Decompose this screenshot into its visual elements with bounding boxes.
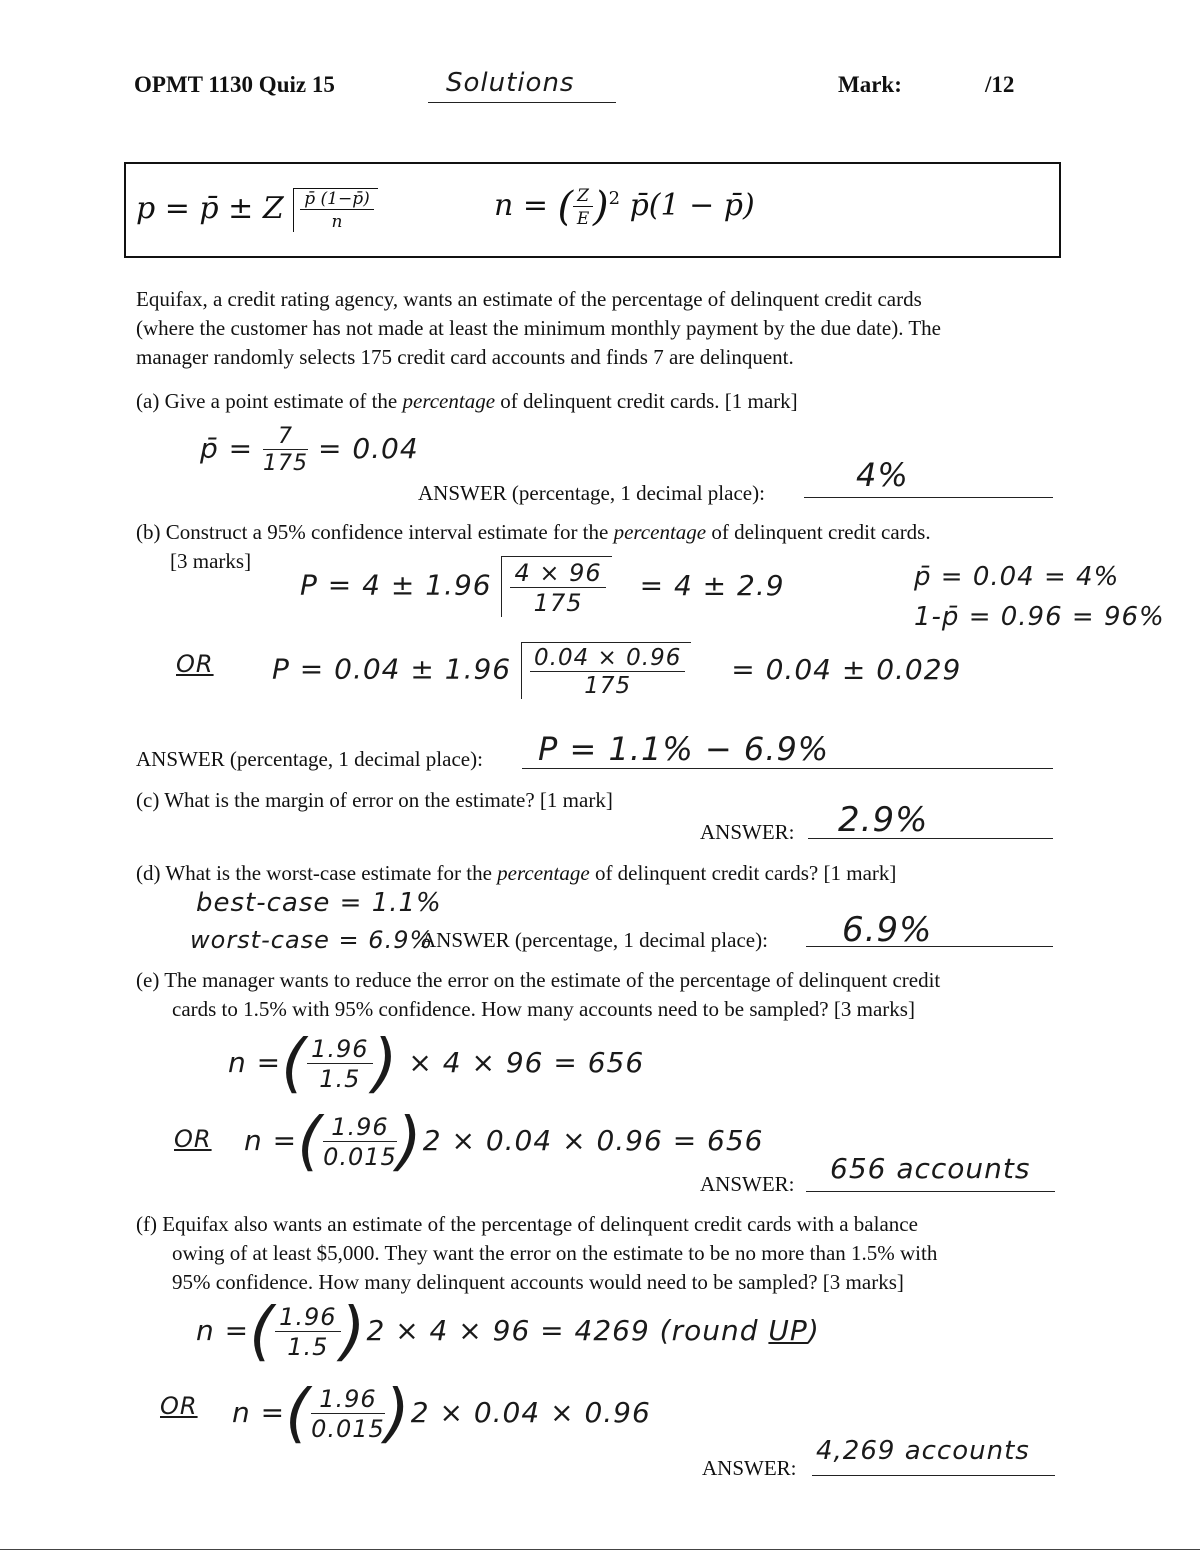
question-b-emphasis: percentage <box>613 520 707 544</box>
f-work-2-fraction <box>311 1385 385 1443</box>
b-side-note-1: p̄ = 0.04 = 4% <box>914 562 1120 592</box>
e-work-2-lhs: n = <box>244 1124 298 1157</box>
ci-formula-numerator: p̄ (1−p̄) <box>300 189 374 210</box>
f-work-2 <box>232 1377 651 1451</box>
e-work-2-rhs: 2 × 0.04 × 0.96 = 656 <box>422 1124 764 1157</box>
f-work-1-up: UP <box>768 1314 808 1347</box>
question-d-text-pre: What is the worst-case estimate for the <box>165 861 498 885</box>
e-work-2-numerator: 1.96 <box>323 1113 397 1142</box>
e-work-1-fraction <box>307 1035 372 1093</box>
e-work-2-fraction <box>323 1113 397 1171</box>
answer-d-label: ANSWER (percentage, 1 decimal place): <box>421 928 768 952</box>
question-a-text-pre: Give a point estimate of the <box>164 389 403 413</box>
ss-formula-lhs: n = <box>494 188 548 223</box>
e-work-1-close-paren: ) <box>372 1027 399 1101</box>
answer-f-value: 4,269 accounts <box>816 1436 1030 1466</box>
answer-d-value: 6.9% <box>842 910 933 950</box>
e-work-2-open-paren: ( <box>297 1105 324 1179</box>
e-work-1-lhs: n = <box>228 1046 282 1079</box>
b-work-1-lhs: P = 4 ± 1.96 <box>300 568 492 602</box>
ss-formula-rhs: p̄(1 − p̄) <box>629 188 755 223</box>
f-work-2-numerator: 1.96 <box>311 1385 385 1414</box>
question-e-label: (e) <box>136 968 160 992</box>
mark-total: /12 <box>985 72 1015 97</box>
question-c-label: (c) <box>136 788 160 812</box>
intro-line-3: manager randomly selects 175 credit card accounts and finds 7 are delinquent. <box>136 345 794 369</box>
e-work-1-rhs: × 4 × 96 = 656 <box>408 1046 645 1079</box>
b-work-2 <box>272 642 961 699</box>
question-b <box>136 520 931 545</box>
ci-formula-denominator: n <box>331 212 343 232</box>
b-work-2-root <box>521 642 691 699</box>
f-work-1-open-paren: ( <box>249 1295 276 1369</box>
ci-formula <box>136 188 378 232</box>
ci-formula-z: Z <box>262 191 284 226</box>
a-work-lhs: p̄ = <box>200 432 254 465</box>
question-d <box>136 861 896 886</box>
question-d-text-post: of delinquent credit cards? [1 mark] <box>589 861 897 885</box>
question-f-line-2: owing of at least $5,000. They want the error on the estimate to be no more than 1.5% with <box>172 1241 938 1265</box>
question-b-marks: [3 marks] <box>170 549 252 573</box>
intro-line-1: Equifax, a credit rating agency, wants an estimate of the percentage of delinquent credit cards <box>136 287 922 311</box>
answer-a-value: 4% <box>856 456 909 494</box>
f-work-1-numerator: 1.96 <box>275 1303 340 1332</box>
d-best-case: best-case = 1.1% <box>196 888 442 918</box>
f-work-2-lhs: n = <box>232 1396 286 1429</box>
b-work-2-lhs: P = 0.04 ± 1.96 <box>272 652 512 686</box>
question-f-line-1: Equifax also wants an estimate of the percentage of delinquent credit cards with a balance <box>162 1212 918 1236</box>
e-work-2-denominator: 0.015 <box>323 1143 397 1171</box>
question-a-label: (a) <box>136 389 160 413</box>
b-work-1-root <box>501 556 611 617</box>
b-work-1-numerator: 4 × 96 <box>510 559 605 588</box>
f-work-1-close: ) <box>807 1314 820 1347</box>
e-work-1-numerator: 1.96 <box>307 1035 372 1064</box>
question-f-line-3: 95% confidence. How many delinquent accounts would need to be sampled? [3 marks] <box>172 1270 904 1294</box>
ss-open-paren: ( <box>557 184 574 230</box>
b-work-2-fraction <box>530 645 685 699</box>
b-work-1-fraction <box>510 559 605 617</box>
f-work-2-rhs: 2 × 0.04 × 0.96 <box>410 1396 651 1429</box>
e-or: OR <box>174 1125 212 1153</box>
answer-f-line <box>812 1475 1055 1476</box>
e-work-1 <box>228 1027 645 1101</box>
question-a <box>136 389 798 414</box>
f-work-1-fraction <box>275 1303 340 1361</box>
answer-c-label: ANSWER: <box>700 820 795 844</box>
a-work-fraction <box>263 424 308 476</box>
f-or: OR <box>160 1392 198 1420</box>
answer-a-line <box>804 497 1053 498</box>
formula-box <box>124 162 1061 258</box>
f-work-1-denominator: 1.5 <box>287 1333 329 1361</box>
a-work <box>200 424 419 476</box>
question-e-line-1: The manager wants to reduce the error on the estimate of the percentage of delinquent credit <box>164 968 941 992</box>
b-work-1 <box>300 556 785 617</box>
question-a-text-post: of delinquent credit cards. [1 mark] <box>495 389 798 413</box>
question-f-label: (f) <box>136 1212 157 1236</box>
ci-formula-root <box>293 188 378 232</box>
f-work-1-lhs: n = <box>196 1314 250 1347</box>
b-side-note-2: 1-p̄ = 0.96 = 96% <box>914 602 1165 632</box>
intro-line-2: (where the customer has not made at least the minimum monthly payment by the due date). The <box>136 316 941 340</box>
question-b-label: (b) <box>136 520 161 544</box>
ss-close-paren: ) <box>592 184 609 230</box>
f-work-2-open-paren: ( <box>285 1377 312 1451</box>
answer-a-label: ANSWER (percentage, 1 decimal place): <box>418 481 765 505</box>
question-e-line-2: cards to 1.5% with 95% confidence. How many accounts need to be sampled? [3 marks] <box>172 997 915 1021</box>
question-c-text: What is the margin of error on the estimate? [1 mark] <box>164 788 613 812</box>
answer-e-line <box>806 1191 1055 1192</box>
course-title: OPMT 1130 Quiz 15 <box>134 72 335 97</box>
f-work-2-denominator: 0.015 <box>311 1415 385 1443</box>
ci-formula-fraction <box>300 189 374 232</box>
f-work-1-close-paren: ) <box>340 1295 367 1369</box>
f-work-2-close-paren: ) <box>384 1377 411 1451</box>
e-work-1-open-paren: ( <box>281 1027 308 1101</box>
a-work-denominator: 175 <box>263 451 309 476</box>
e-work-2-close-paren: ) <box>396 1105 423 1179</box>
b-work-1-denominator: 175 <box>533 589 583 617</box>
b-work-2-numerator: 0.04 × 0.96 <box>530 645 685 672</box>
e-work-1-denominator: 1.5 <box>319 1065 361 1093</box>
question-b-text-pre: Construct a 95% confidence interval estimate for the <box>165 520 614 544</box>
mark-label: Mark: <box>838 72 902 97</box>
e-work-2 <box>244 1105 764 1179</box>
ss-formula-exponent: 2 <box>608 188 621 209</box>
a-work-rhs: = 0.04 <box>317 432 419 465</box>
ss-formula-numerator: Z <box>573 186 593 207</box>
answer-e-label: ANSWER: <box>700 1172 795 1196</box>
b-work-1-rhs: = 4 ± 2.9 <box>639 568 785 602</box>
answer-c-value: 2.9% <box>838 800 929 840</box>
f-work-1 <box>196 1295 820 1369</box>
sample-size-formula <box>494 184 755 230</box>
f-work-1-rhs: 2 × 4 × 96 = 4269 (round <box>366 1314 769 1347</box>
page-bottom-edge <box>0 1549 1200 1550</box>
a-work-numerator: 7 <box>263 424 308 450</box>
question-b-text-post: of delinquent credit cards. <box>706 520 931 544</box>
question-f <box>136 1212 918 1237</box>
b-or: OR <box>176 650 214 678</box>
d-worst-case: worst-case = 6.9% <box>190 926 434 954</box>
ss-formula-denominator: E <box>576 208 590 229</box>
ss-formula-fraction <box>573 186 593 229</box>
answer-e-value: 656 accounts <box>830 1152 1031 1185</box>
answer-b-label: ANSWER (percentage, 1 decimal place): <box>136 747 483 771</box>
question-e <box>136 968 940 993</box>
title-underline <box>428 102 616 103</box>
b-work-2-rhs: = 0.04 ± 0.029 <box>731 652 962 686</box>
handwritten-title: Solutions <box>446 68 575 98</box>
question-d-label: (d) <box>136 861 161 885</box>
b-work-2-denominator: 175 <box>584 673 632 699</box>
answer-b-value: P = 1.1% − 6.9% <box>538 730 830 768</box>
answer-f-label: ANSWER: <box>702 1456 797 1480</box>
question-a-emphasis: percentage <box>402 389 496 413</box>
question-d-emphasis: percentage <box>497 861 590 885</box>
ci-formula-lhs: p = p̄ ± <box>136 191 254 226</box>
answer-b-line <box>522 768 1053 769</box>
question-c <box>136 788 613 813</box>
